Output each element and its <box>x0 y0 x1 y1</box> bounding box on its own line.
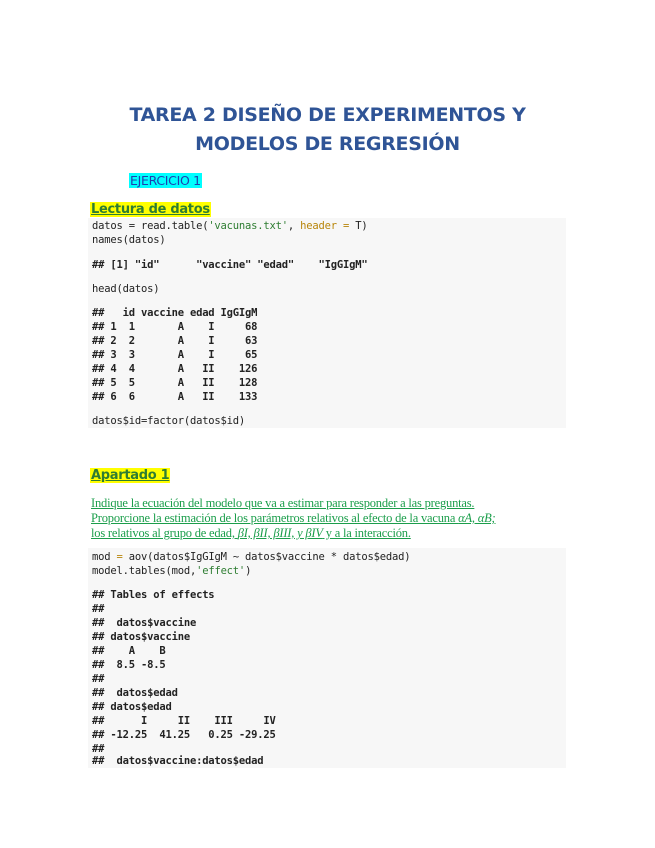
code-line-factor: datos$id=factor(datos$id) <box>92 415 246 427</box>
effects-output-line: ## <box>92 673 105 685</box>
code-separator: , <box>287 220 301 232</box>
code-line-names: names(datos) <box>92 234 166 246</box>
document-title-line1: TAREA 2 DISEÑO DE EXPERIMENTOS Y <box>129 104 526 126</box>
vaccine-params-math: αA, αB; <box>458 511 496 525</box>
instructions-line <box>91 526 561 541</box>
document-title-line2: MODELOS DE REGRESIÓN <box>195 133 460 155</box>
effects-output-line: ## datos$vaccine <box>92 617 197 629</box>
head-output-row: ## 3 3 A I 65 <box>92 349 258 361</box>
code-aov-call: aov(datos$IgGIgM ~ datos$vaccine * datos$edad) <box>122 551 411 563</box>
effects-output-line: ## datos$edad <box>92 701 172 713</box>
code-output-names: ## [1] "id" "vaccine" "edad" "IgGIgM" <box>92 259 368 271</box>
head-output-row: ## 5 5 A II 128 <box>92 377 258 389</box>
instructions-text: y a la interacción. <box>322 526 411 540</box>
effects-output-line: ## datos$edad <box>92 687 178 699</box>
effects-output-line: ## I II III IV <box>92 715 276 727</box>
code-assign-op: = <box>116 551 123 563</box>
effects-output-line: ## 8.5 -8.5 <box>92 659 166 671</box>
code-mod-var: mod <box>92 551 117 563</box>
instructions-text: Proporcione la estimación de los parámetros relativos al efecto de la vacuna <box>91 511 459 525</box>
head-output-row: ## 6 6 A II 133 <box>92 391 258 403</box>
effects-output-line: ## -12.25 41.25 0.25 -29.25 <box>92 729 276 741</box>
instructions-text: los relativos al grupo de edad, <box>91 526 238 540</box>
code-line-head: head(datos) <box>92 283 160 295</box>
effects-output-line: ## datos$vaccine:datos$edad <box>92 755 264 767</box>
section-heading-lectura: Lectura de datos <box>91 202 210 217</box>
instructions-line <box>91 511 561 526</box>
head-output-row: ## 1 1 A I 68 <box>92 321 258 333</box>
code-filename-string: 'vacunas.txt' <box>208 220 288 232</box>
effects-output-line: ## A B <box>92 645 166 657</box>
code-line-read-table <box>92 220 368 234</box>
code-close-paren: ) <box>245 565 252 577</box>
code-true-arg: T) <box>349 220 368 232</box>
head-output-row: ## 4 4 A II 126 <box>92 363 258 375</box>
effects-output-line: ## Tables of effects <box>92 589 215 601</box>
ejercicio-label: EJERCICIO 1 <box>130 173 201 188</box>
code-header-arg: header = <box>300 220 350 232</box>
head-output-row: ## 2 2 A I 63 <box>92 335 258 347</box>
effects-output-line: ## <box>92 743 105 755</box>
effects-output-line: ## <box>92 603 105 615</box>
code-read-table-call: datos = read.table( <box>92 220 209 232</box>
code-effect-string: 'effect' <box>196 565 246 577</box>
instructions-line: Indique la ecuación del modelo que va a estimar para responder a las preguntas. <box>91 496 475 510</box>
head-output-header: ## id vaccine edad IgGIgM <box>92 307 258 319</box>
code-model-tables-call: model.tables(mod, <box>92 565 197 577</box>
age-params-math: βI, βII, βIII, y βIV <box>237 526 323 540</box>
code-line-aov <box>92 551 410 565</box>
code-line-model-tables <box>92 565 251 579</box>
section-heading-apartado: Apartado 1 <box>91 468 170 483</box>
effects-output-line: ## datos$vaccine <box>92 631 190 643</box>
instructions-paragraph <box>91 496 561 541</box>
